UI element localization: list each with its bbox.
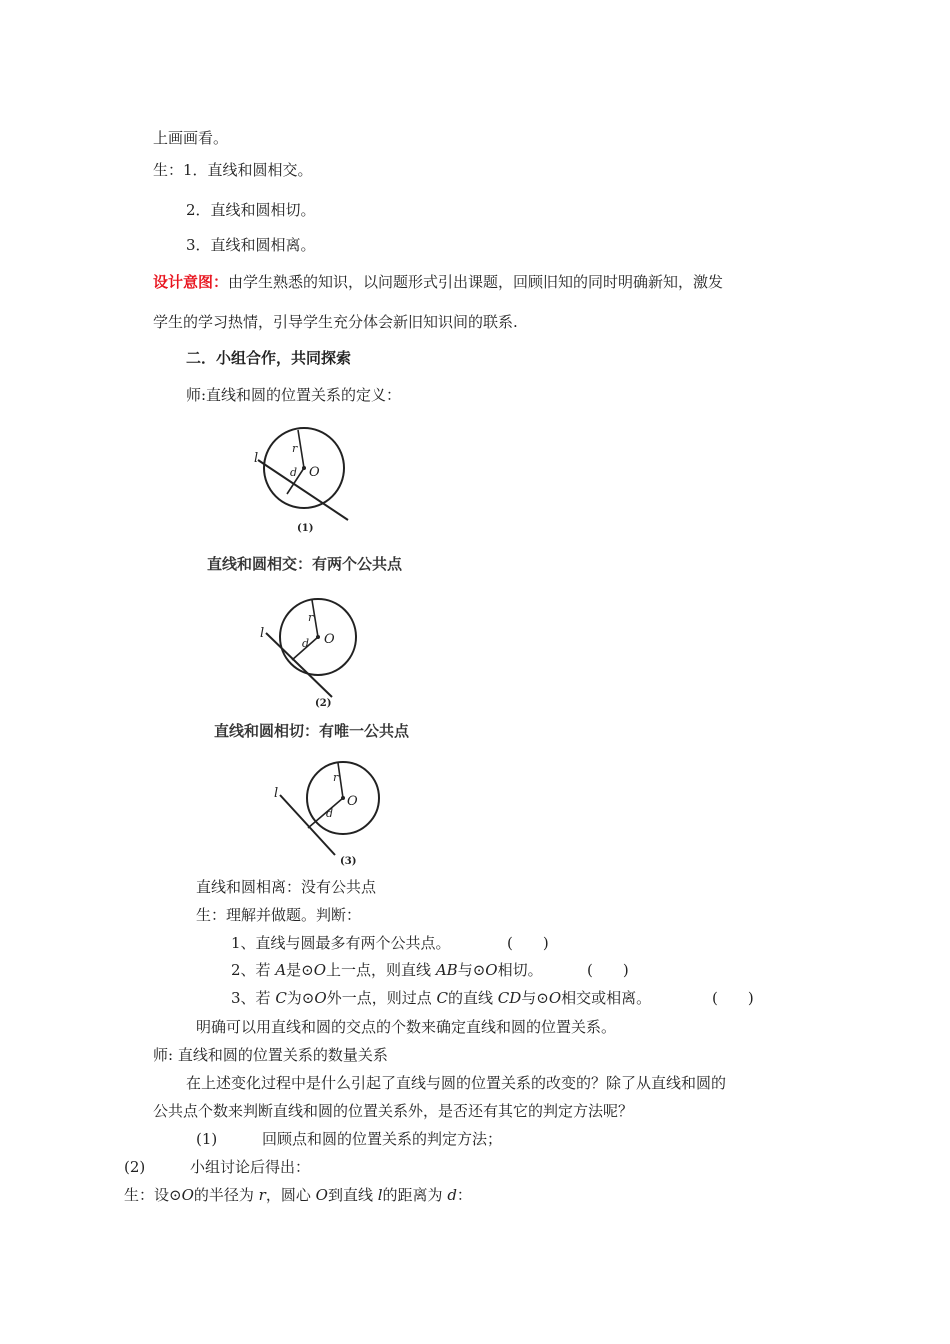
q2-part: 上一点，则直线: [326, 961, 436, 979]
list-item-2-num: (2): [124, 1158, 146, 1176]
exercise-q3: [231, 988, 651, 1008]
caption-tangent: 直线和圆相切：有唯一公共点: [214, 722, 410, 740]
q3-part: 的直线: [447, 989, 498, 1007]
q3-part: 3、若: [231, 989, 276, 1007]
q2-part: 与⊙: [457, 961, 486, 979]
teacher-quant-heading: 师: 直线和圆的位置关系的数量关系: [153, 1046, 388, 1064]
figure-number: (1): [297, 523, 314, 534]
line-label-l: l: [274, 786, 279, 801]
var-C: C: [436, 989, 448, 1007]
var-AB: AB: [435, 961, 458, 979]
speaker-label: 生：: [153, 161, 184, 179]
q3-part: 外一点，则过点: [326, 989, 437, 1007]
student-answer-1: [153, 160, 313, 180]
design-intent-text: 由学生熟悉的知识，以问题形式引出课题，回顾旧知的同时明确新知，激发: [228, 273, 724, 291]
q2-part: 是⊙: [286, 961, 314, 979]
exercise-intro: 生：理解并做题。判断：: [196, 906, 362, 924]
list-item-1-text: 回顾点和圆的位置关系的判定方法；: [262, 1130, 503, 1148]
design-intent-line-2: 学生的学习热情，引导学生充分体会新旧知识间的联系.: [153, 313, 518, 331]
figure-number: (3): [340, 856, 357, 867]
student-setup-line: [124, 1185, 472, 1205]
figure-number: (2): [315, 698, 332, 709]
conclusion: 明确可以用直线和圆的交点的个数来确定直线和圆的位置关系。: [196, 1018, 617, 1036]
var-d: d: [447, 1186, 457, 1204]
q2-part: 2、若: [231, 961, 276, 979]
distance-label-d: d: [326, 807, 334, 820]
answer-text: 1．直线和圆相交。: [183, 161, 313, 179]
caption-separate: 直线和圆相离：没有公共点: [196, 878, 377, 896]
figure-separate: [260, 755, 390, 870]
var-O: O: [315, 1186, 328, 1204]
radius-label-r: r: [333, 771, 339, 784]
center-label-o: O: [347, 794, 358, 809]
line-label-l: l: [260, 626, 265, 641]
var-O: O: [485, 961, 498, 979]
paragraph-line-2: 公共点个数来判断直线和圆的位置关系外，是否还有其它的判定方法呢？: [153, 1102, 634, 1120]
var-O: O: [181, 1186, 194, 1204]
paragraph-line-1: 在上述变化过程中是什么引起了直线与圆的位置关系的改变的？除了从直线和圆的: [186, 1074, 727, 1092]
q2-part: 相切。: [497, 961, 543, 979]
exercise-q2: [231, 960, 543, 980]
q3-part: 与⊙: [521, 989, 549, 1007]
setup-part: 的半径为: [193, 1186, 259, 1204]
line-label-l: l: [254, 451, 259, 466]
design-intent-line-1: [153, 272, 723, 292]
setup-part: 生：设⊙: [124, 1186, 182, 1204]
design-intent-label: 设计意图：: [153, 273, 229, 291]
section-heading: 二．小组合作，共同探索: [186, 349, 352, 367]
figure-intersect: [240, 420, 360, 535]
distance-label-d: d: [290, 466, 298, 479]
q3-part: 相交或相离。: [561, 989, 652, 1007]
text-line-1: 上画画看。: [153, 129, 229, 147]
exercise-q1: [231, 933, 451, 953]
list-item-2-text: 小组讨论后得出：: [190, 1158, 311, 1176]
var-A: A: [275, 961, 287, 979]
setup-part: ：: [456, 1186, 472, 1204]
caption-intersect: 直线和圆相交：有两个公共点: [207, 555, 403, 573]
setup-part: ，圆心: [265, 1186, 316, 1204]
var-O: O: [314, 989, 327, 1007]
setup-part: 的距离为: [382, 1186, 448, 1204]
var-O: O: [313, 961, 327, 979]
center-label-o: O: [309, 465, 320, 480]
teacher-definition: 师:直线和圆的位置关系的定义：: [186, 386, 402, 404]
figure-tangent: [240, 585, 370, 710]
q2-answer-blank[interactable]: ( ): [587, 961, 629, 979]
distance-label-d: d: [302, 637, 310, 650]
q3-part: 为⊙: [286, 989, 315, 1007]
var-l: l: [377, 1186, 383, 1204]
var-CD: CD: [497, 989, 522, 1007]
q3-answer-blank[interactable]: ( ): [712, 989, 754, 1007]
radius-label-r: r: [292, 442, 298, 455]
var-C: C: [275, 989, 287, 1007]
q1-answer-blank[interactable]: ( ): [507, 934, 549, 952]
center-label-o: O: [324, 632, 335, 647]
student-answer-2: 2．直线和圆相切。: [186, 201, 316, 219]
q1-text: 1、直线与圆最多有两个公共点。: [231, 934, 451, 952]
list-item-1-num: (1): [196, 1130, 218, 1148]
student-answer-3: 3．直线和圆相离。: [186, 236, 316, 254]
var-r: r: [258, 1186, 266, 1204]
radius-label-r: r: [308, 611, 314, 624]
var-O: O: [548, 989, 562, 1007]
setup-part: 到直线: [327, 1186, 378, 1204]
